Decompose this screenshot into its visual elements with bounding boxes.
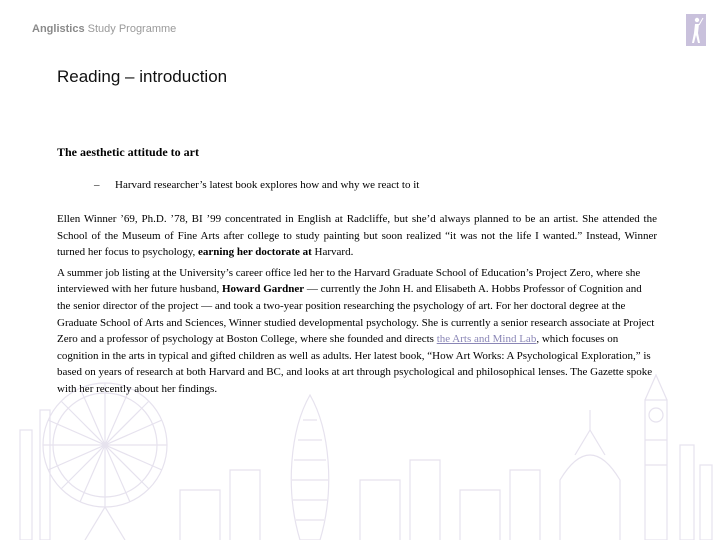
figure-logo-icon xyxy=(686,14,706,46)
arts-and-mind-lab-link[interactable]: the Arts and Mind Lab xyxy=(436,333,537,346)
programme-name: Anglistics xyxy=(32,23,85,35)
paragraph-1 xyxy=(57,211,657,261)
slide-title: Reading – introduction xyxy=(57,67,228,86)
paragraph-1-end: Harvard. xyxy=(311,246,354,259)
paragraph-1-bold: earning her doctorate at xyxy=(198,246,312,259)
bullet-item xyxy=(94,179,419,191)
paragraph-2 xyxy=(57,265,657,398)
programme-label: Study Programme xyxy=(87,23,177,35)
paragraph-1-text: Ellen Winner ’69, Ph.D. ’78, BI ’99 concentrated in English at Radcliffe, but she’d always planned to be an artist. She attended the School of the Museum of Fine Arts after college to study painting but soon realized “it was not the life I wanted.” Instead, Winner turned her focus to psychology, xyxy=(57,213,657,259)
bullet-text: Harvard researcher’s latest book explores how and why we react to it xyxy=(115,179,420,191)
paragraph-2-middle: — currently the John H. and Elisabeth A. Hobbs Professor of Cognition and the senior director of the project — and took a two-year position researching the psychology of art. For her doctoral degree at the Graduate School of Arts and Sciences, Winner studied developmental psychology. She is currently a senior research associate at Project Zero and a professor of psychology at Boston College, where she founded and directs xyxy=(57,283,655,346)
article-heading: The aesthetic attitude to art xyxy=(57,145,199,159)
programme-header xyxy=(32,23,176,35)
bullet-dash: – xyxy=(94,179,100,191)
paragraph-2-bold: Howard Gardner xyxy=(221,283,305,296)
paragraph-2-text: A summer job listing at the University’s career office led her to the Harvard Graduate School of Education’s Project Zero, where she interviewed with her future husband, xyxy=(57,266,641,296)
article-body xyxy=(57,211,657,402)
paragraph-2-end: , which focuses on cognition in the arts in typical and gifted children as well as adults. Her latest book, “How Art Works: A Psychological Exploration,” is based on years of research at both Harvard and BC, and looks at art through psychological and philosophical lenses. The Gazette spoke with her recently about her findings. xyxy=(57,333,653,395)
